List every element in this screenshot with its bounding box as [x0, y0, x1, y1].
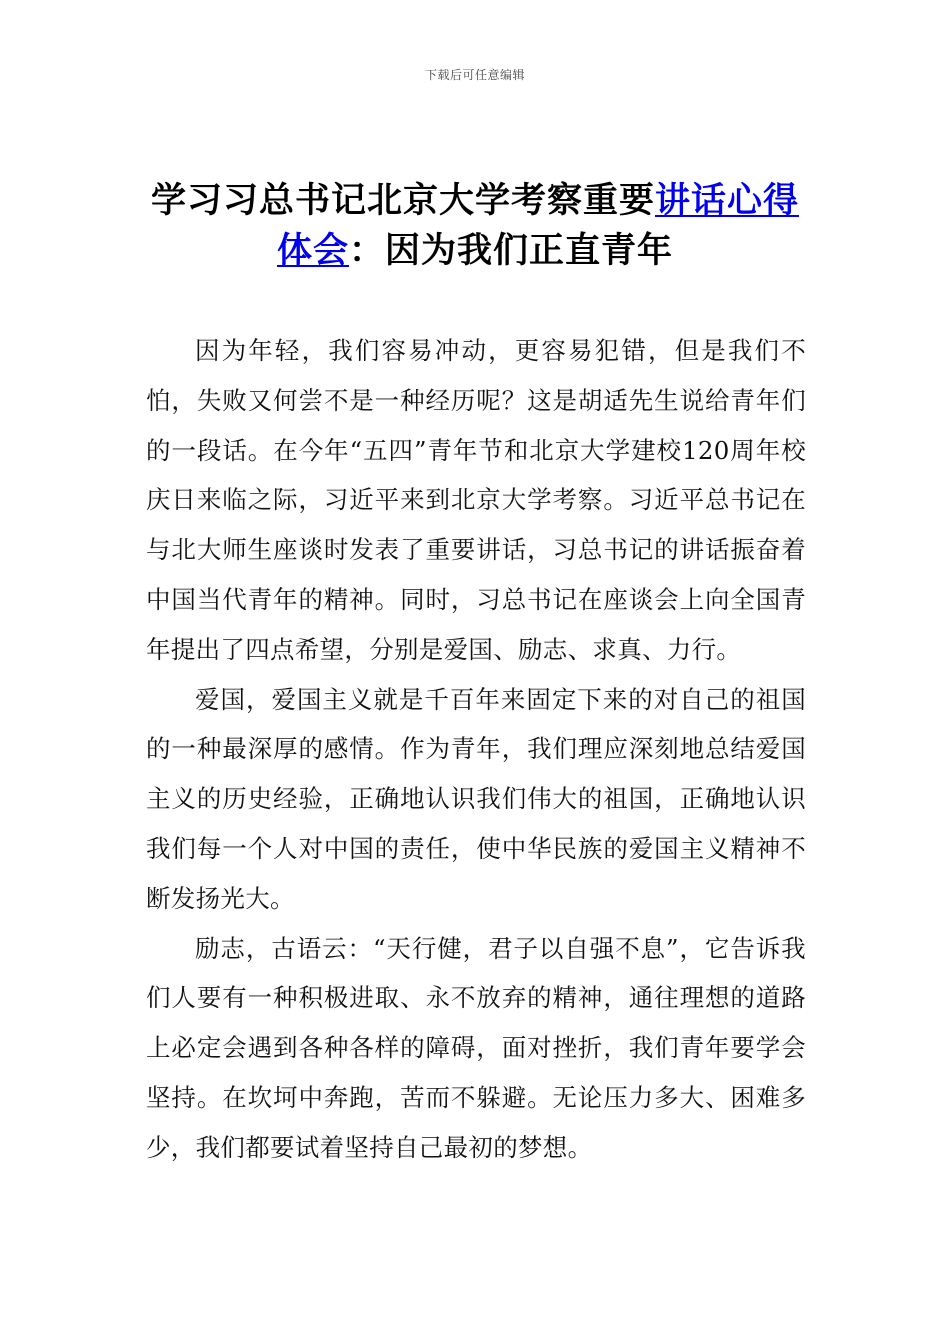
- paragraph-intro: 因为年轻，我们容易冲动，更容易犯错，但是我们不怕，失败又何尝不是一种经历呢？这是胡适先生说给青年们的一段话。在今年“五四”青年节和北京大学建校120周年校庆日来临之际，习近平来到北京大学考察。习近平总书记在与北大师生座谈时发表了重要讲话，习总书记的讲话振奋着中国当代青年的精神。同时，习总书记在座谈会上向全国青年提出了四点希望，分别是爱国、励志、求真、力行。: [146, 336, 806, 664]
- header-note: 下载后可任意编辑: [424, 68, 525, 82]
- title-link[interactable]: 讲话心得体会: [276, 180, 800, 271]
- article-body: [146, 326, 806, 1173]
- title-part-2: ：因为我们正直青年: [349, 230, 674, 271]
- paragraph-aspiration: 励志，古语云：“天行健，君子以自强不息”，它告诉我们人要有一种积极进取、永不放弃的精神，通往理想的道路上必定会遇到各种各样的障碍，面对挫折，我们青年要学会坚持。在坎坷中奔跑，苦而不躲避。无论压力多大、困难多少，我们都要试着坚持自己最初的梦想。: [146, 933, 806, 1162]
- paragraph-patriotism: 爱国，爱国主义就是千百年来固定下来的对自己的祖国的一种最深厚的感情。作为青年，我们理应深刻地总结爱国主义的历史经验，正确地认识我们伟大的祖国，正确地认识我们每一个人对中国的责任，使中华民族的爱国主义精神不断发扬光大。: [146, 684, 806, 913]
- title-part-1: 学习习总书记北京大学考察重要: [150, 180, 655, 221]
- page-title: [140, 176, 810, 276]
